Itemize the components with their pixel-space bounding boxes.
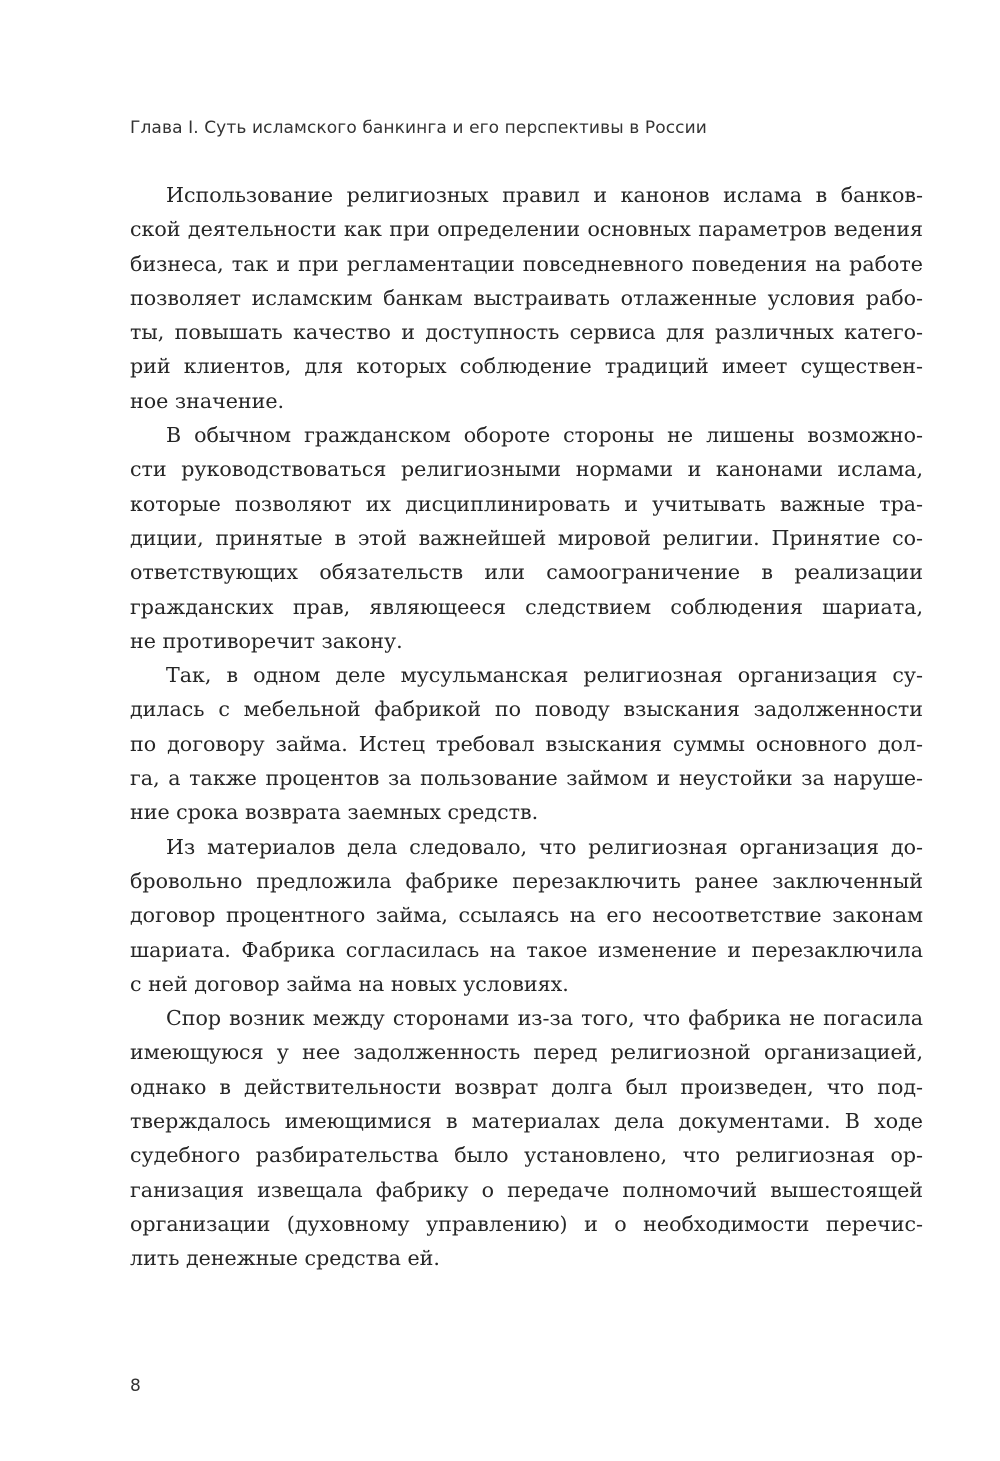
text-line: судебного разбирательства было установлено, что религиозная ор-	[130, 1143, 923, 1168]
body-text	[130, 178, 923, 1276]
text-line: гражданских прав, являющееся следствием соблюдения шариата,	[130, 594, 923, 619]
text-line: ное значение.	[130, 388, 285, 413]
text-line: ской деятельности как при определении основных параметров ведения	[130, 217, 923, 242]
text-line: ответствующих обязательств или самоограничение в реализации	[130, 560, 923, 585]
text-line: имеющуюся у нее задолженность перед религиозной организацией,	[130, 1040, 923, 1065]
text-line: которые позволяют их дисциплинировать и учитывать важные тра-	[130, 491, 923, 516]
text-line: дилась с мебельной фабрикой по поводу взыскания задолженности	[130, 697, 923, 722]
text-line: рий клиентов, для которых соблюдение традиций имеет существен-	[130, 354, 923, 379]
paragraph-1	[130, 178, 923, 418]
text-line: Спор возник между сторонами из-за того, что фабрика не погасила	[166, 1006, 923, 1031]
text-line: с ней договор займа на новых условиях.	[130, 971, 569, 996]
text-line: Так, в одном деле мусульманская религиозная организация су-	[166, 663, 923, 688]
paragraph-3	[130, 658, 923, 829]
text-line: шариата. Фабрика согласилась на такое изменение и перезаключила	[130, 937, 923, 962]
text-line: по договору займа. Истец требовал взыскания суммы основного дол-	[130, 731, 923, 756]
text-line: ганизация извещала фабрику о передаче полномочий вышестоящей	[130, 1177, 923, 1202]
text-line: лить денежные средства ей.	[130, 1246, 440, 1271]
page-number: 8	[130, 1376, 141, 1396]
text-line: ние срока возврата заемных средств.	[130, 800, 539, 825]
text-line: бровольно предложила фабрике перезаключить ранее заключенный	[130, 868, 923, 893]
text-line: организации (духовному управлению) и о необходимости перечис-	[130, 1211, 923, 1236]
text-line: В обычном гражданском обороте стороны не лишены возможно-	[166, 423, 923, 448]
text-line: диции, принятые в этой важнейшей мировой религии. Принятие со-	[130, 525, 923, 550]
text-line: тверждалось имеющимися в материалах дела документами. В ходе	[130, 1109, 923, 1134]
text-line: договор процентного займа, ссылаясь на его несоответствие законам	[130, 903, 923, 928]
text-line: бизнеса, так и при регламентации повседневного поведения на работе	[130, 251, 923, 276]
paragraph-4	[130, 830, 923, 1001]
paragraph-2	[130, 418, 923, 658]
paragraph-5	[130, 1001, 923, 1275]
text-line: позволяет исламским банкам выстраивать отлаженные условия рабо-	[130, 285, 923, 310]
text-line: Использование религиозных правил и канонов ислама в банков-	[166, 183, 923, 207]
running-header: Глава I. Суть исламского банкинга и его перспективы в России	[130, 118, 707, 138]
text-line: однако в действительности возврат долга был произведен, что под-	[130, 1074, 923, 1099]
text-line: га, а также процентов за пользование займом и неустойки за наруше-	[130, 766, 923, 791]
text-line: Из материалов дела следовало, что религиозная организация до-	[166, 834, 923, 859]
text-line: сти руководствоваться религиозными нормами и канонами ислама,	[130, 457, 923, 482]
text-line: ты, повышать качество и доступность сервиса для различных катего-	[130, 320, 923, 345]
text-line: не противоречит закону.	[130, 628, 403, 653]
